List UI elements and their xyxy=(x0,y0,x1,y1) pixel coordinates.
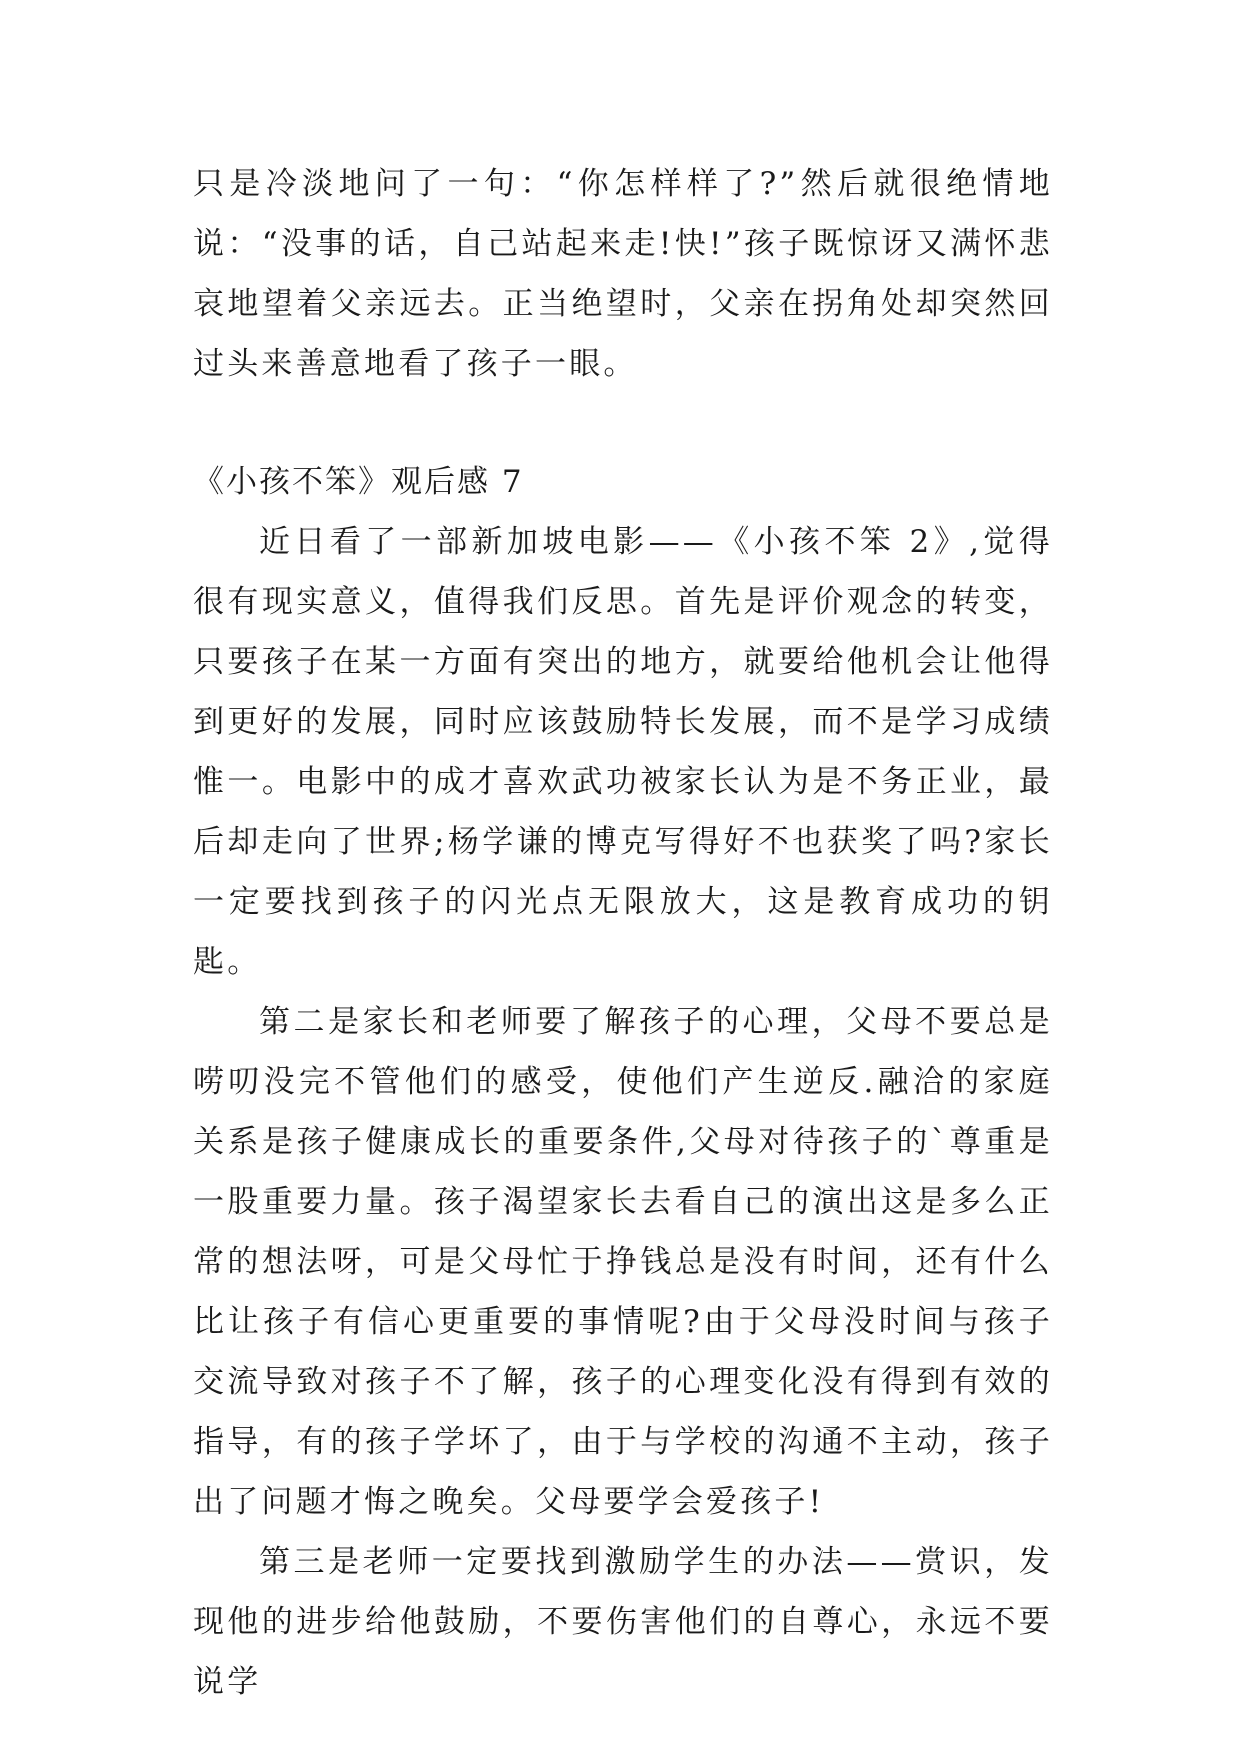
paragraph-2: 第二是家长和老师要了解孩子的心理，父母不要总是唠叨没完不管他们的感受，使他们产生逆反.融洽的家庭关系是孩子健康成长的重要条件,父母对待孩子的`尊重是一股重要力量。孩子渴望家长去看自己的演出这是多么正常的想法呀，可是父母忙于挣钱总是没有时间，还有什么比让孩子有信心更重要的事情呢?由于父母没时间与孩子交流导致对孩子不了解，孩子的心理变化没有得到有效的指导，有的孩子学坏了，由于与学校的沟通不主动，孩子出了问题才悔之晚矣。父母要学会爱孩子! xyxy=(193,1004,1053,1520)
paragraph-3: 第三是老师一定要找到激励学生的办法——赏识，发现他的进步给他鼓励，不要伤害他们的自尊心，永远不要说学 xyxy=(193,1544,1053,1700)
body-paragraphs xyxy=(193,512,1053,1712)
section-title: 《小孩不笨》观后感 7 xyxy=(193,464,524,500)
paragraph-1: 近日看了一部新加坡电影——《小孩不笨 2》,觉得很有现实意义，值得我们反思。首先是评价观念的转变，只要孩子在某一方面有突出的地方，就要给他机会让他得到更好的发展，同时应该鼓励特长发展，而不是学习成绩惟一。电影中的成才喜欢武功被家长认为是不务正业，最后却走向了世界;杨学谦的博克写得好不也获奖了吗?家长一定要找到孩子的闪光点无限放大，这是教育成功的钥匙。 xyxy=(193,524,1053,980)
intro-paragraph: 只是冷淡地问了一句：“你怎样样了?”然后就很绝情地说：“没事的话，自己站起来走!快!”孩子既惊讶又满怀悲哀地望着父亲远去。正当绝望时，父亲在拐角处却突然回过头来善意地看了孩子一眼。 xyxy=(193,166,1053,382)
